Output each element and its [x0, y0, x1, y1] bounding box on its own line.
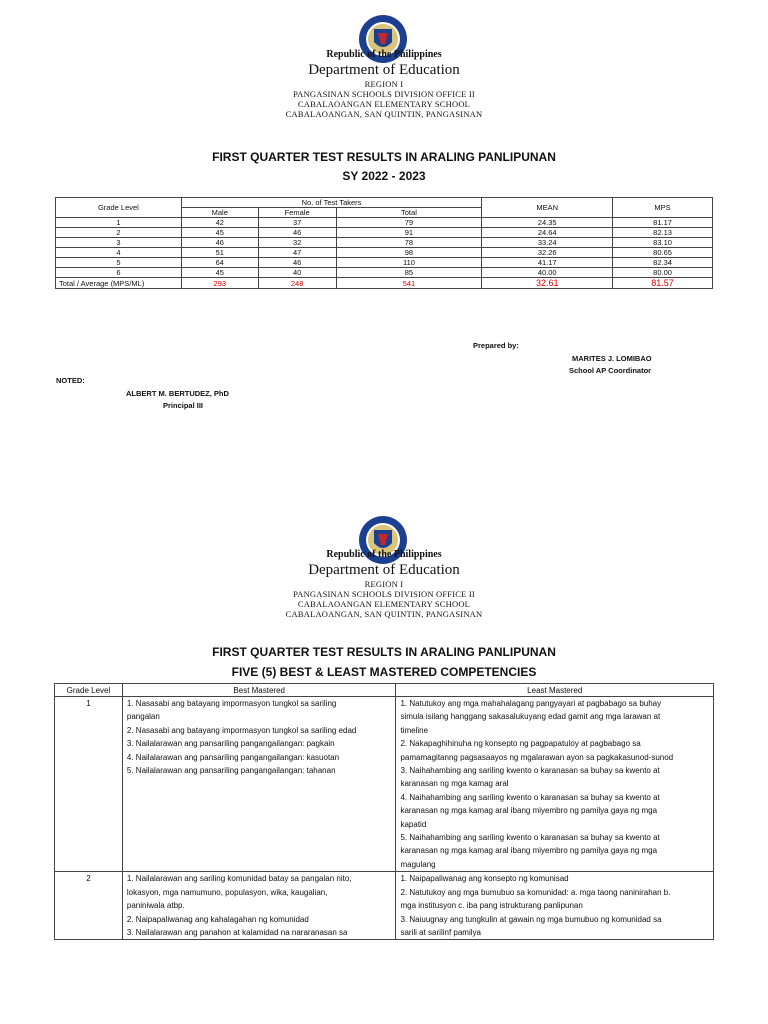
competency-title: FIRST QUARTER TEST RESULTS IN ARALING PANLIPUNAN [212, 645, 556, 659]
division-label: PANGASINAN SCHOOLS DIVISION OFFICE II [293, 89, 475, 99]
total-row [56, 278, 713, 289]
col-female: Female [258, 208, 336, 218]
department-label: Department of Education [308, 562, 460, 578]
col-grade-level: Grade Level [56, 198, 182, 218]
least-list: 1. Natutukoy ang mga mahahalagang pangyayari at pagbabago sa buhay simula isilang hanggang sakasalukuyang edad gamit ang mga larawan at timeline 2. Nakapaghihinuha ng konsepto ng pagpapatuloy at pagbabago sa pamamagitanng pagsasaayos ng mgalarawan ayon sa pagkakasunod-sunod 3. Naihahambing ang sariling kwento o karanasan sa buhay sa kwento at karanasan ng mga kamag aral 4. Naihahambing ang sariling kwento o karanasan sa buhay sa kwento at karanasan ng mga kamag aral ibang miyembro ng pamilya gaya ng mga kapatid 5. Naihahambing ang sariling kwento o karanasan sa buhay sa kwento at karanasan ng mga kamag aral ibang miyembro ng pamilya gaya ng mga magulang [396, 697, 714, 872]
total-female: 248 [258, 278, 336, 289]
best-list: 1. Nailalarawan ang sariling komunidad batay sa pangalan nito, lokasyon, mga namumuno, populasyon, wika, kaugalian, paniniwala atbp. 2. Naipapaliwanag ang kahalagahan ng komunidad 3. Nailalarawan ang panahon at kalamidad na nararanasan sa [122, 872, 396, 940]
region-label: REGION I [364, 79, 404, 89]
col-total: Total [336, 208, 482, 218]
table-row: 2 45 46 91 24.64 82.13 [56, 228, 713, 238]
total-label: Total / Average (MPS/ML) [56, 278, 182, 289]
table-row: 1 1. Nasasabi ang batayang impormasyon tungkol sa sariling pangalan 2. Nasasabi ang batayang impormasyon tungkol sa sariling edad 3. Nailalarawan ang pansariling pangangailangan: pagkain 4. Nailalarawan ang pansariling pangangailangan: kasuotan 5. Nailalarawan ang pansariling pangangailangan: tahanan 1. Natutukoy ang mga mahahalagang pangyayari at pagbabago sa buhay simula isilang hanggang sakasalukuyang edad gamit ang mga larawan at timeline 2. Nakapaghihinuha ng konsepto ng pagpapatuloy at pagbabago sa pamamagitanng pagsasaayos ng mgalarawan ayon sa pagkakasunod-sunod 3. Naihahambing ang sariling kwento o karanasan sa buhay sa kwento at karanasan ng mga kamag aral 4. Naihahambing ang sariling kwento o karanasan sa buhay sa kwento at karanasan ng mga kamag aral ibang miyembro ng pamilya gaya ng mga kapatid 5. Naihahambing ang sariling kwento o karanasan sa buhay sa kwento at karanasan ng mga kamag aral ibang miyembro ng pamilya gaya ng mga magulang [55, 697, 714, 872]
table-row: 2 1. Nailalarawan ang sariling komunidad batay sa pangalan nito, lokasyon, mga namumuno, populasyon, wika, kaugalian, paniniwala atbp. 2. Naipapaliwanag ang kahalagahan ng komunidad 3. Nailalarawan ang panahon at kalamidad na nararanasan sa 1. Naipapaliwanag ang konsepto ng komunisad 2. Natutukoy ang mga bumubuo sa komunidad: a. mga taong naninirahan b. mga institusyon c. iba pang istrukturang panlipunan 3. Naiuugnay ang tungkulin at gawain ng mga bumubuo ng komunidad sa sarili at sarilinf pamilya [55, 872, 714, 940]
total-mean: 32.61 [482, 278, 613, 289]
test-results-table [55, 197, 713, 289]
table-row: 1 42 37 79 24.35 81.17 [56, 218, 713, 228]
total-mps: 81.57 [613, 278, 713, 289]
col-mean: MEAN [482, 198, 613, 218]
least-list: 1. Naipapaliwanag ang konsepto ng komunisad 2. Natutukoy ang mga bumubuo sa komunidad: a. mga taong naninirahan b. mga institusyon c. iba pang istrukturang panlipunan 3. Naiuugnay ang tungkulin at gawain ng mga bumubuo ng komunidad sa sarili at sarilinf pamilya [396, 872, 714, 940]
division-label: PANGASINAN SCHOOLS DIVISION OFFICE II [293, 589, 475, 599]
table-row: 3 46 32 78 33.24 83.10 [56, 238, 713, 248]
school-label: CABALAOANGAN ELEMENTARY SCHOOL [297, 99, 471, 109]
address-label: CABALAOANGAN, SAN QUINTIN, PANGASINAN [285, 109, 483, 119]
noter-name: ALBERT M. BERTUDEZ, PhD [126, 389, 229, 398]
col-mps: MPS [613, 198, 713, 218]
noted-label: NOTED: [56, 376, 85, 385]
col-least-mastered: Least Mastered [396, 684, 714, 697]
republic-label: Republic of the Philippines [326, 549, 442, 560]
total-male: 293 [181, 278, 258, 289]
table-row: 4 51 47 98 32.26 80.65 [56, 248, 713, 258]
results-subtitle: SY 2022 - 2023 [342, 169, 426, 183]
preparer-title: School AP Coordinator [569, 366, 652, 375]
region-label: REGION I [364, 579, 404, 589]
total-takers: 541 [336, 278, 482, 289]
preparer-name: MARITES J. LOMIBAO [572, 354, 652, 363]
competency-subtitle: FIVE (5) BEST & LEAST MASTERED COMPETENCIES [231, 665, 537, 679]
letterhead [0, 49, 768, 119]
letterhead [0, 549, 768, 619]
col-male: Male [181, 208, 258, 218]
col-test-takers: No. of Test Takers [181, 198, 482, 208]
department-label: Department of Education [308, 62, 460, 78]
republic-label: Republic of the Philippines [326, 49, 442, 60]
prepared-by-label: Prepared by: [473, 341, 519, 350]
col-best-mastered: Best Mastered [122, 684, 396, 697]
results-title: FIRST QUARTER TEST RESULTS IN ARALING PANLIPUNAN [212, 150, 556, 164]
col-grade-level: Grade Level [55, 684, 123, 697]
table-row: 5 64 46 110 41.17 82.34 [56, 258, 713, 268]
noter-title: Principal III [163, 401, 204, 410]
table-row: 6 45 40 85 40.00 80.00 [56, 268, 713, 278]
school-label: CABALAOANGAN ELEMENTARY SCHOOL [297, 599, 471, 609]
address-label: CABALAOANGAN, SAN QUINTIN, PANGASINAN [285, 609, 483, 619]
competency-table [54, 683, 714, 940]
best-list: 1. Nasasabi ang batayang impormasyon tungkol sa sariling pangalan 2. Nasasabi ang batayang impormasyon tungkol sa sariling edad 3. Nailalarawan ang pansariling pangangailangan: pagkain 4. Nailalarawan ang pansariling pangangailangan: kasuotan 5. Nailalarawan ang pansariling pangangailangan: tahanan [122, 697, 396, 872]
